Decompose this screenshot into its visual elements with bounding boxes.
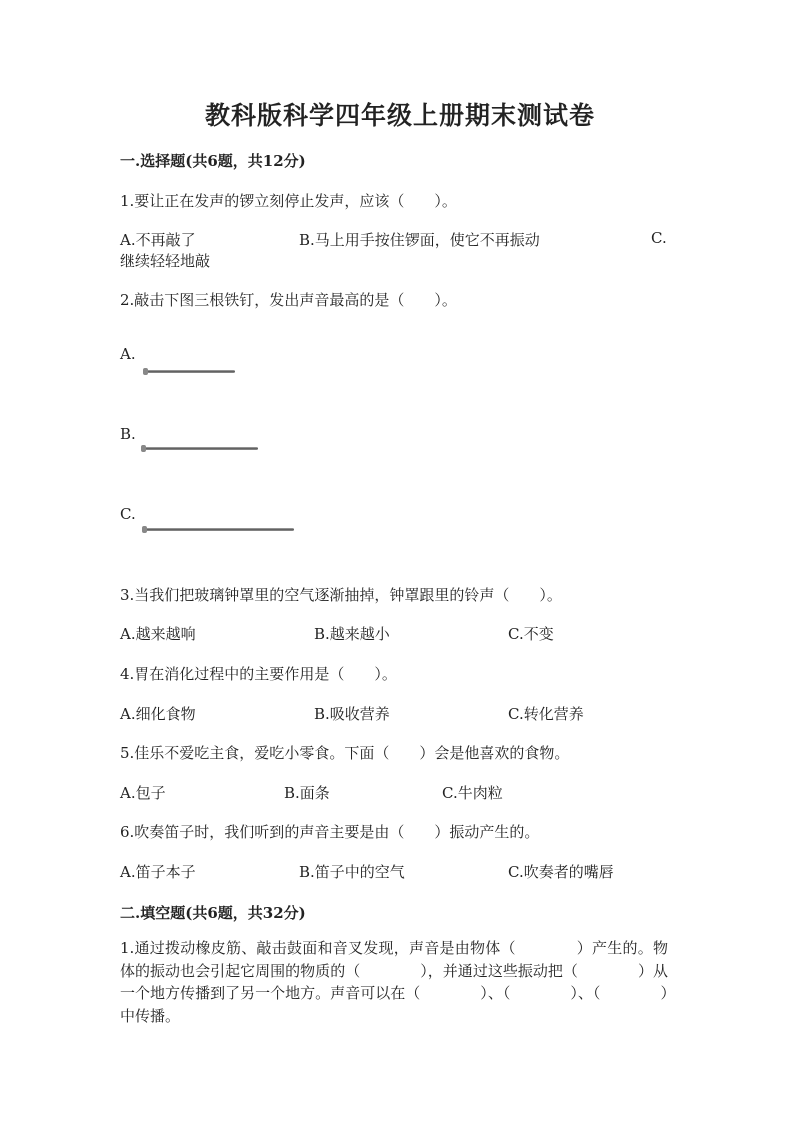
option-b: B.越来越小 — [314, 625, 390, 643]
short-nail-image — [147, 370, 235, 373]
question-stem: 5.佳乐不爱吃主食，爱吃小零食。下面（ ）会是他喜欢的食物。 — [120, 744, 570, 762]
option-b: B.面条 — [284, 784, 330, 802]
section-heading-choice: 一.选择题(共6题，共12分) — [120, 152, 306, 170]
option-b: B. — [120, 425, 136, 443]
option-a: A.不再敲了 — [120, 231, 196, 249]
option-c: C.吹奏者的嘴唇 — [508, 863, 614, 881]
question-stem: 1.要让正在发声的锣立刻停止发声，应该（ ）。 — [120, 192, 457, 210]
section-heading-fill: 二.填空题(共6题，共32分) — [120, 904, 306, 922]
option-b: B.吸收营养 — [314, 705, 390, 723]
option-c-continued: 继续轻轻地敲 — [120, 252, 211, 270]
option-b: B.马上用手按住锣面，使它不再振动 — [299, 231, 540, 249]
option-a: A.包子 — [120, 784, 166, 802]
option-b: B.笛子中的空气 — [299, 863, 405, 881]
option-a: A.笛子本子 — [120, 863, 196, 881]
option-a: A. — [120, 345, 136, 363]
option-c: C.牛肉粒 — [442, 784, 503, 802]
page-title: 教科版科学四年级上册期末测试卷 — [204, 101, 595, 130]
question-stem: 3.当我们把玻璃钟罩里的空气逐渐抽掉，钟罩跟里的铃声（ ）。 — [120, 586, 562, 604]
question-stem: 4.胃在消化过程中的主要作用是（ ）。 — [120, 665, 397, 683]
fill-question: 1.通过拨动橡皮筋、敲击鼓面和音叉发现，声音是由物体（ ）产生的。物体的振动也会引起它周围的物质的（ ），并通过这些振动把（ ）从一个地方传播到了另一个地方。声音可以在（ ）、（ ）、（ ）中传播。 — [120, 939, 668, 1025]
option-a: A.细化食物 — [120, 705, 196, 723]
option-c: C. — [120, 505, 136, 523]
option-a: A.越来越响 — [120, 625, 196, 643]
option-c: C. — [651, 229, 667, 247]
option-c: C.不变 — [508, 625, 554, 643]
question-stem: 2.敲击下图三根铁钉，发出声音最高的是（ ）。 — [120, 291, 457, 309]
medium-nail-image — [145, 447, 258, 450]
question-stem: 6.吹奏笛子时，我们听到的声音主要是由（ ）振动产生的。 — [120, 823, 540, 841]
option-c: C.转化营养 — [508, 705, 584, 723]
long-nail-image — [146, 528, 294, 531]
